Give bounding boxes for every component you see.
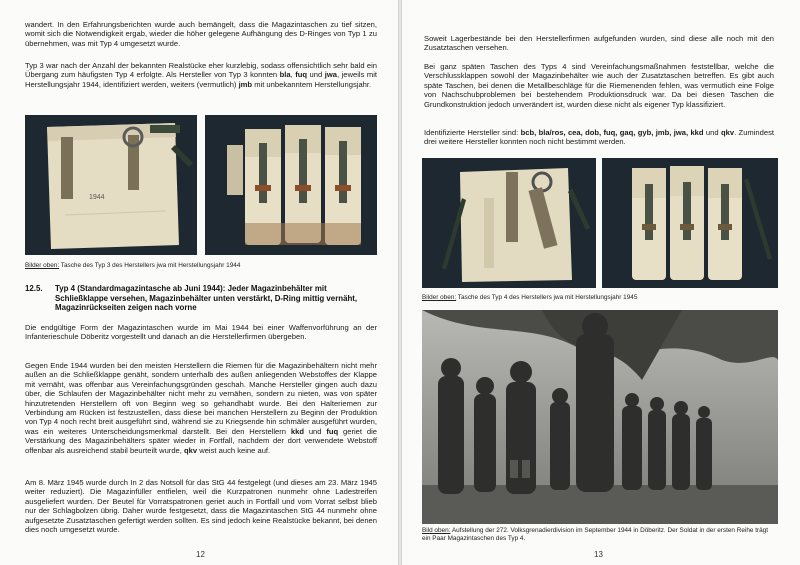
page-number-right: 13 [594,550,603,559]
section-title: Typ 4 (Standardmagazintasche ab Juni 1944): Jeder Magazinbehälter mit Schließklappe versehen, Magazinbehälter unten verstärkt, D-Ring mittig vernäht, Magazinrückseiten zeigen nach vorne [55,284,358,313]
page-number-left: 12 [196,550,205,559]
left-page [0,0,398,565]
typ4-pouch-back-photo [422,158,596,288]
typ3-pouch-front-photo [205,115,377,255]
typ3-caption: Bilder oben: Tasche des Typ 3 des Herstellers jwa mit Herstellungsjahr 1944 [25,262,241,269]
paragraph-march-1945: Am 8. März 1945 wurde durch In 2 das Notsoll für das StG 44 festgelegt (und dieses am 23. März 1945 weiter reduziert). Die Magazinfüller entfielen, weil die Kurzpatronen nunmehr ohne Ladestreifen ausgeliefert wurden. Der Beutel für Vorratspatronen geriet auch in Fortfall und vom Vorrat selbst blieb nur der Schlagbolzen übrig. Daher wurde festgesetzt, dass die Magazintaschen StG 44 nunmehr ohne aufgesetzte Zusatztaschen gefertigt werden sollten. Es sind jedoch keine Realstücke bekannt, bei denen dies noch umgesetzt wurde. [25,478,377,535]
paragraph-simplifications: Bei ganz späten Taschen des Typs 4 sind Vereinfachungsmaßnahmen feststellbar, welche die Verschlussklappen sowohl der Magazinbehälter wie auch der Zusatztaschen betreffen. Es gibt auch späte Taschen, bei denen die Metallbeschläge für die Riemenenden fehlen, was vermutlich eine Folge von Nachschubproblemen bei bestehendem Produktionsdruck war. Da bei diesen Taschen die Grundkonstruktion jedoch unverändert ist, wurden diese nicht als eigener Typ klassifiziert. [424,62,774,109]
paragraph-late-1944: Gegen Ende 1944 wurden bei den meisten Herstellern die Riemen für die Magazinbehältern nicht mehr außen an die Schließklappe genäht, sondern unterhalb des außen anliegenden Webstoffes der Klappe mit vernäht, was offenbar aus Vereinfachungsgründen geschah. Manche Hersteller gingen auch dazu über, die Schlaufen der Magazinbehälter nicht mehr zu vernähen, sondern zu nieten, was von später hinzutretenden Herstellern oft von Beginn weg so gehandhabt wurde. Bei den Halteriemen zur Verbindung am Rücken ist festzustellen, dass diese bei manchen Herstellern zu Beginn der Produktion von Typ 4 noch recht breit ausgeführt sind, während sie zu Kriegsende hin schmäler ausgeführt wurden, was ein weiteres Unterscheidungsmerkmal darstellt. Bei den Herstellern kkd und fuq geriet die Verstärkung des Magazinbehälters später wieder in Fortfall, nachdem der dort verwendete Webstoff offenbar als ausreichend stabil beurteilt wurde, qkv weist auch keine auf. [25,361,378,455]
section-heading-12-5 [25,284,377,313]
soldiers-historic-photo [422,310,778,524]
soldiers-caption: Bild oben: Aufstellung der 272. Volksgrenadierdivision im September 1944 in Döberitz. Der Soldat in der ersten Reihe trägt ein Paar Magazintaschen des Typ 4. [422,527,769,542]
typ4-caption: Bilder oben: Tasche des Typ 4 des Herstellers jwa mit Herstellungsjahr 1945 [422,294,638,301]
typ3-paragraph: Typ 3 war nach der Anzahl der bekannten Realstücke eher kurzlebig, sodass offensichtlich sehr bald ein Übergang zum häufigsten Typ 4 erfolgte. Als Hersteller von Typ 3 konnten bla, fuq und jwa, jeweils mit Herstellungsjahr 1944, identifiziert werden, weiters (vermutlich) jmb mit unbekanntem Herstellungsjahr. [25,61,377,89]
right-page [402,0,800,565]
typ3-pouch-back-photo [25,115,197,255]
paragraph-manufacturers: Identifizierte Hersteller sind: bcb, bla/ros, cea, dob, fuq, gaq, gyb, jmb, jwa, kkd und qkv. Zumindest drei weitere Hersteller konnten noch nicht bestimmt werden. [424,128,775,147]
section-number: 12.5. [25,284,43,293]
paragraph-stock: Soweit Lagerbestände bei den Herstellerfirmen aufgefunden wurden, sind diese alle noch mit den Zusatztaschen versehen. [424,34,774,53]
paragraph-final-form: Die endgültige Form der Magazintaschen wurde im Mai 1944 bei einer Waffenvorführung an der Infanterieschule Döberitz vorgestellt und danach an die Herstellerfirmen übergeben. [25,323,377,342]
intro-paragraph: wandert. In den Erfahrungsberichten wurde auch bemängelt, dass die Magazintaschen zu tief sitzen, womit sich die Notwendigkeit ergab, wieder die höher gelegene Aufhängung des D-Ringes von Typ 1 zu übernehmen, was mit Typ 4 umgesetzt wurde. [25,20,377,48]
pouch-stamp-mark: 1944 [89,194,105,201]
typ4-pouch-front-photo [602,158,778,288]
